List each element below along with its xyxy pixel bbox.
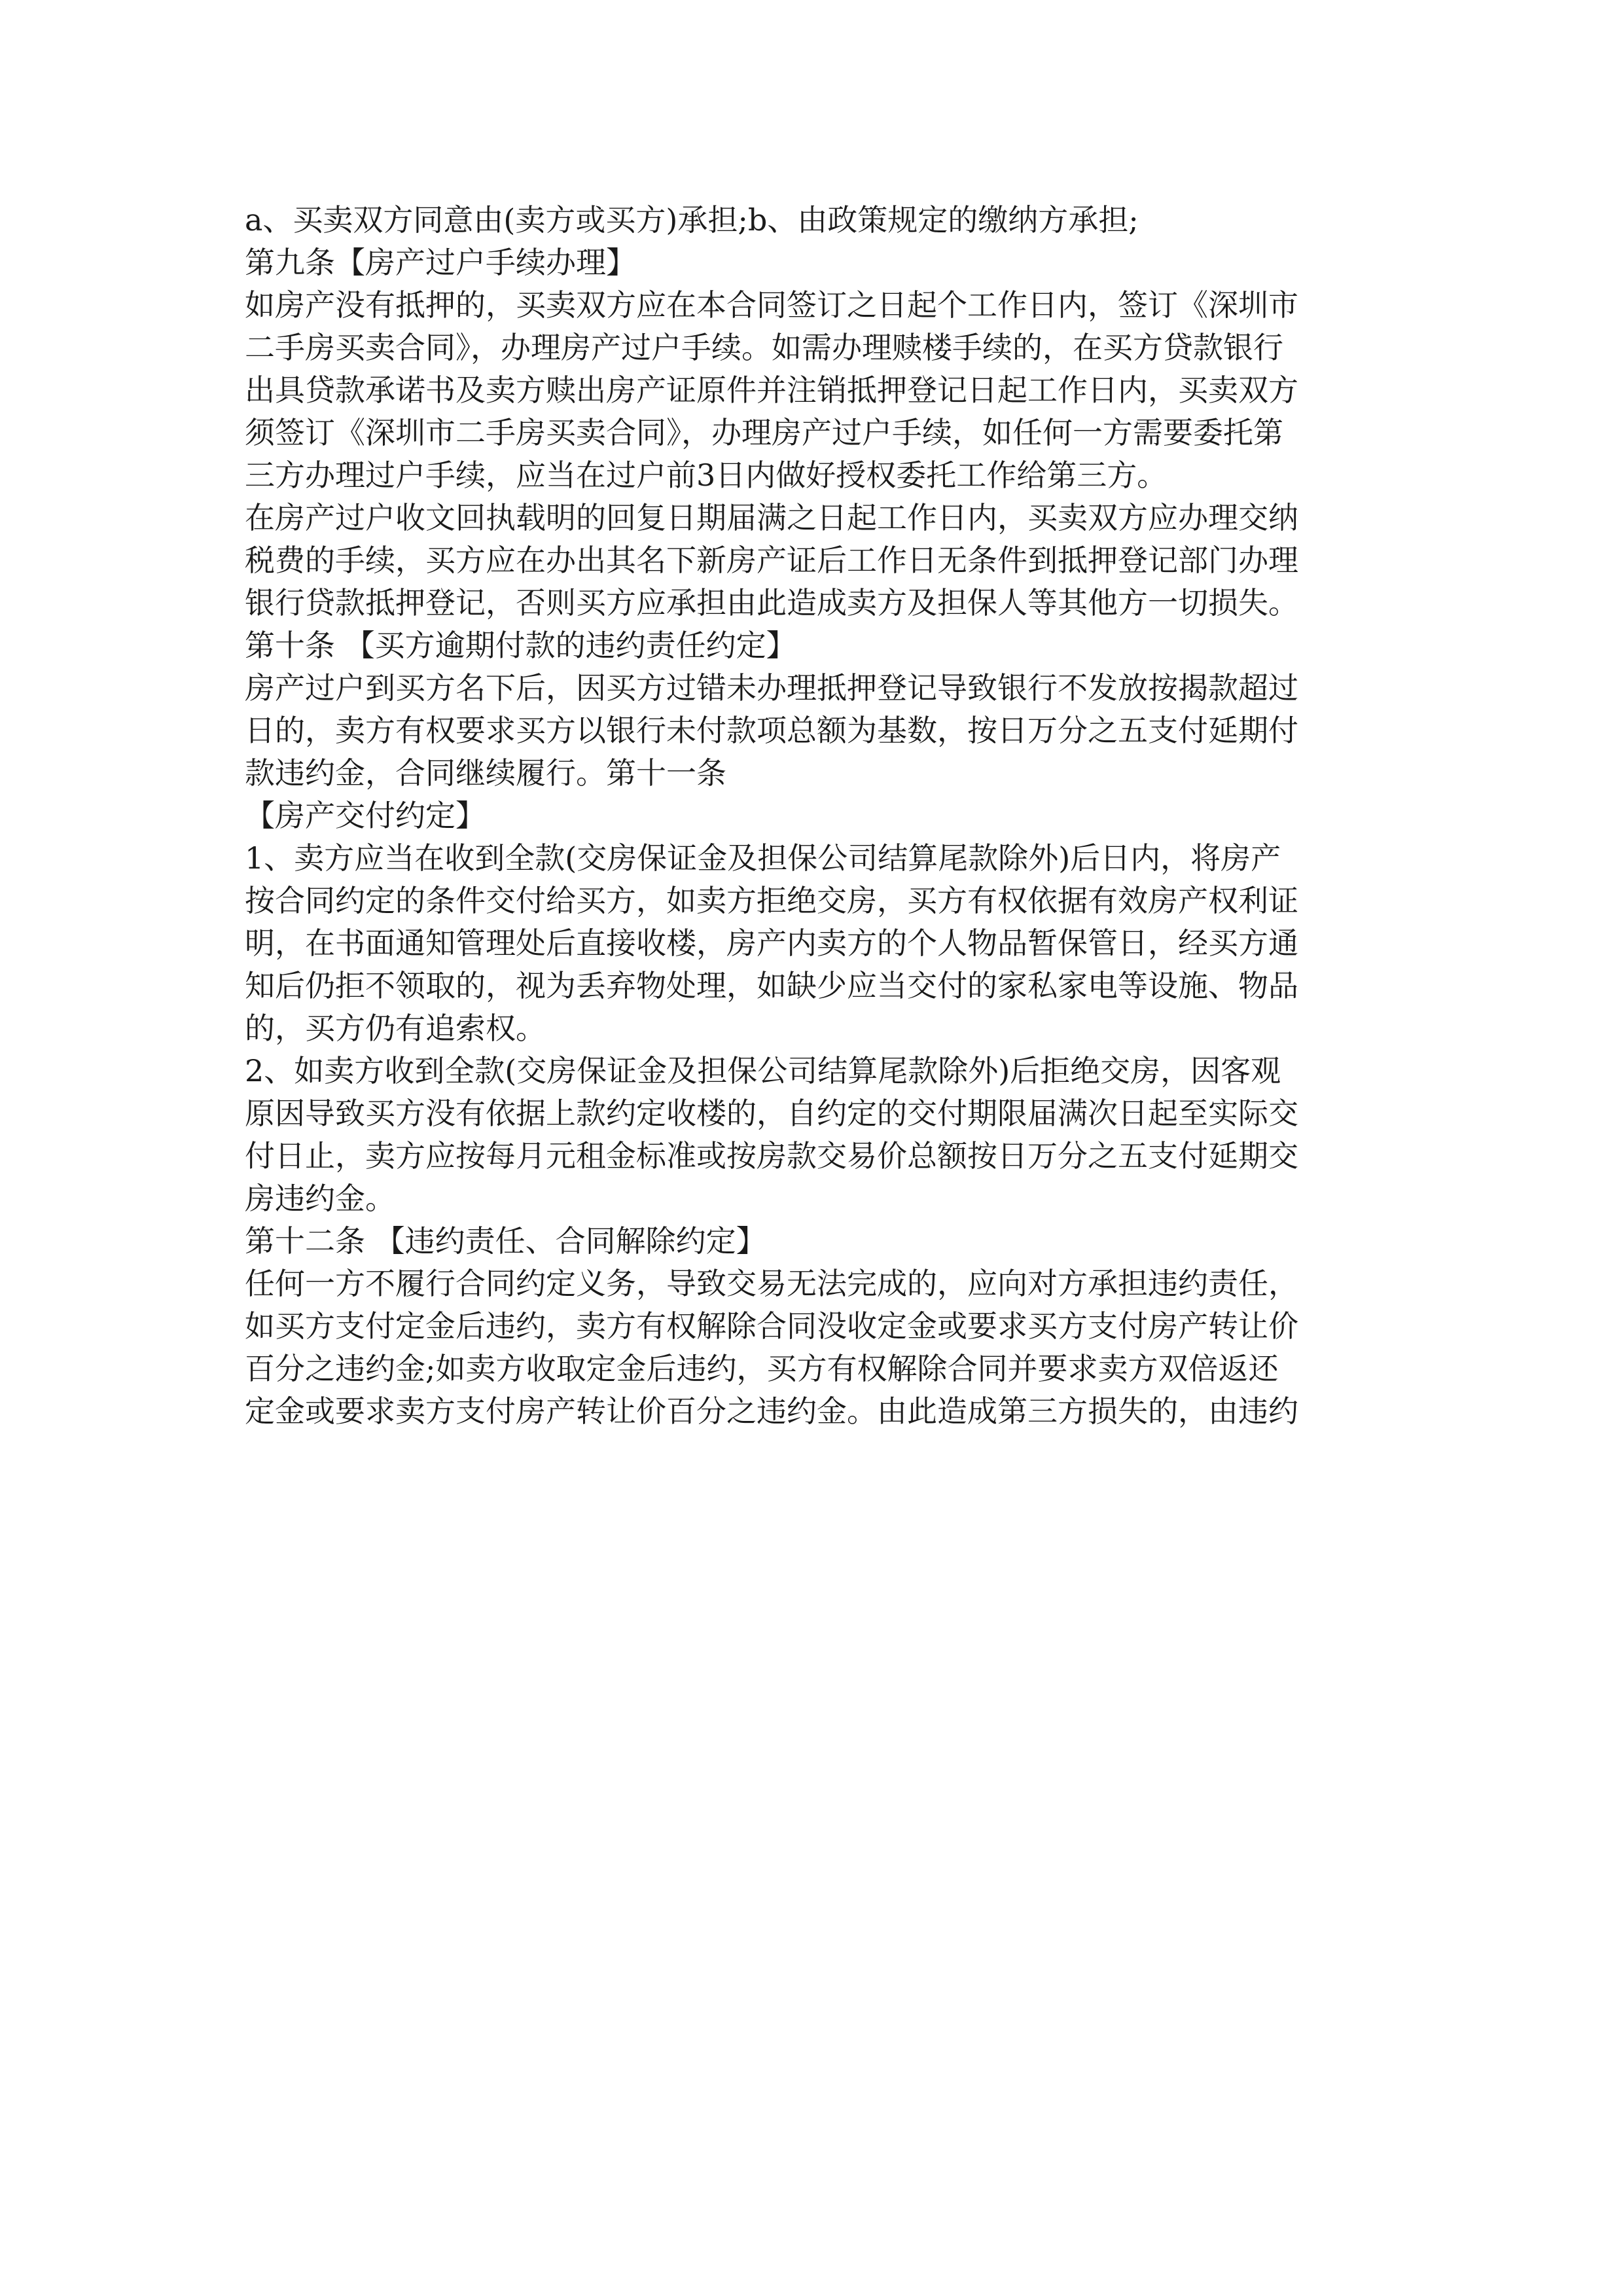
text-line: 银行贷款抵押登记，否则买方应承担由此造成卖方及担保人等其他方一切损失。 xyxy=(245,585,1298,620)
text-line: 款违约金，合同继续履行。第十一条 xyxy=(245,755,726,791)
text-line: 如买方支付定金后违约，卖方有权解除合同没收定金或要求买方支付房产转让价 xyxy=(245,1308,1298,1344)
text-line: 如房产没有抵押的，买卖双方应在本合同签订之日起个工作日内，签订《深圳市 xyxy=(245,287,1298,323)
text-line: 的，买方仍有追索权。 xyxy=(245,1011,546,1046)
text-line: 须签订《深圳市二手房买卖合同》，办理房产过户手续，如任何一方需要委托第 xyxy=(245,415,1283,450)
text-line: 在房产过户收文回执载明的回复日期届满之日起工作日内，买卖双方应办理交纳 xyxy=(245,500,1298,535)
text-line: 出具贷款承诺书及卖方赎出房产证原件并注销抵押登记日起工作日内，买卖双方 xyxy=(245,372,1298,408)
text-line: 明，在书面通知管理处后直接收楼，房产内卖方的个人物品暂保管日，经买方通 xyxy=(245,925,1298,961)
text-line: 房产过户到买方名下后，因买方过错未办理抵押登记导致银行不发放按揭款超过 xyxy=(245,670,1298,706)
text-line: 百分之违约金;如卖方收取定金后违约，买方有权解除合同并要求卖方双倍返还 xyxy=(245,1351,1279,1386)
text-line: 付日止，卖方应按每月元租金标准或按房款交易价总额按日万分之五支付延期交 xyxy=(245,1138,1298,1174)
text-line: a、买卖双方同意由(卖方或买方)承担;b、由政策规定的缴纳方承担; xyxy=(245,202,1139,238)
text-line: 按合同约定的条件交付给买方，如卖方拒绝交房，买方有权依据有效房产权利证 xyxy=(245,883,1298,918)
text-line: 2、如卖方收到全款(交房保证金及担保公司结算尾款除外)后拒绝交房，因客观 xyxy=(245,1053,1281,1088)
text-line: 三方办理过户手续，应当在过户前3日内做好授权委托工作给第三方。 xyxy=(245,457,1168,493)
text-line: 1、卖方应当在收到全款(交房保证金及担保公司结算尾款除外)后日内，将房产 xyxy=(245,840,1281,876)
section-heading: 第九条【房产过户手续办理】 xyxy=(245,245,636,280)
text-line: 定金或要求卖方支付房产转让价百分之违约金。由此造成第三方损失的，由违约 xyxy=(245,1393,1298,1429)
document-body xyxy=(245,199,1383,1433)
section-heading: 【房产交付约定】 xyxy=(245,798,486,833)
section-heading: 第十二条 【违约责任、合同解除约定】 xyxy=(245,1223,766,1259)
text-line: 知后仍拒不领取的，视为丢弃物处理，如缺少应当交付的家私家电等设施、物品 xyxy=(245,968,1298,1003)
text-line: 原因导致买方没有依据上款约定收楼的，自约定的交付期限届满次日起至实际交 xyxy=(245,1096,1298,1131)
text-line: 房违约金。 xyxy=(245,1181,395,1216)
text-line: 日的，卖方有权要求买方以银行未付款项总额为基数，按日万分之五支付延期付 xyxy=(245,713,1298,748)
section-heading: 第十条 【买方逾期付款的违约责任约定】 xyxy=(245,628,796,663)
text-line: 二手房买卖合同》，办理房产过户手续。如需办理赎楼手续的，在买方贷款银行 xyxy=(245,330,1283,365)
text-line: 任何一方不履行合同约定义务，导致交易无法完成的，应向对方承担违约责任， xyxy=(245,1266,1298,1301)
text-line: 税费的手续，买方应在办出其名下新房产证后工作日无条件到抵押登记部门办理 xyxy=(245,543,1298,578)
